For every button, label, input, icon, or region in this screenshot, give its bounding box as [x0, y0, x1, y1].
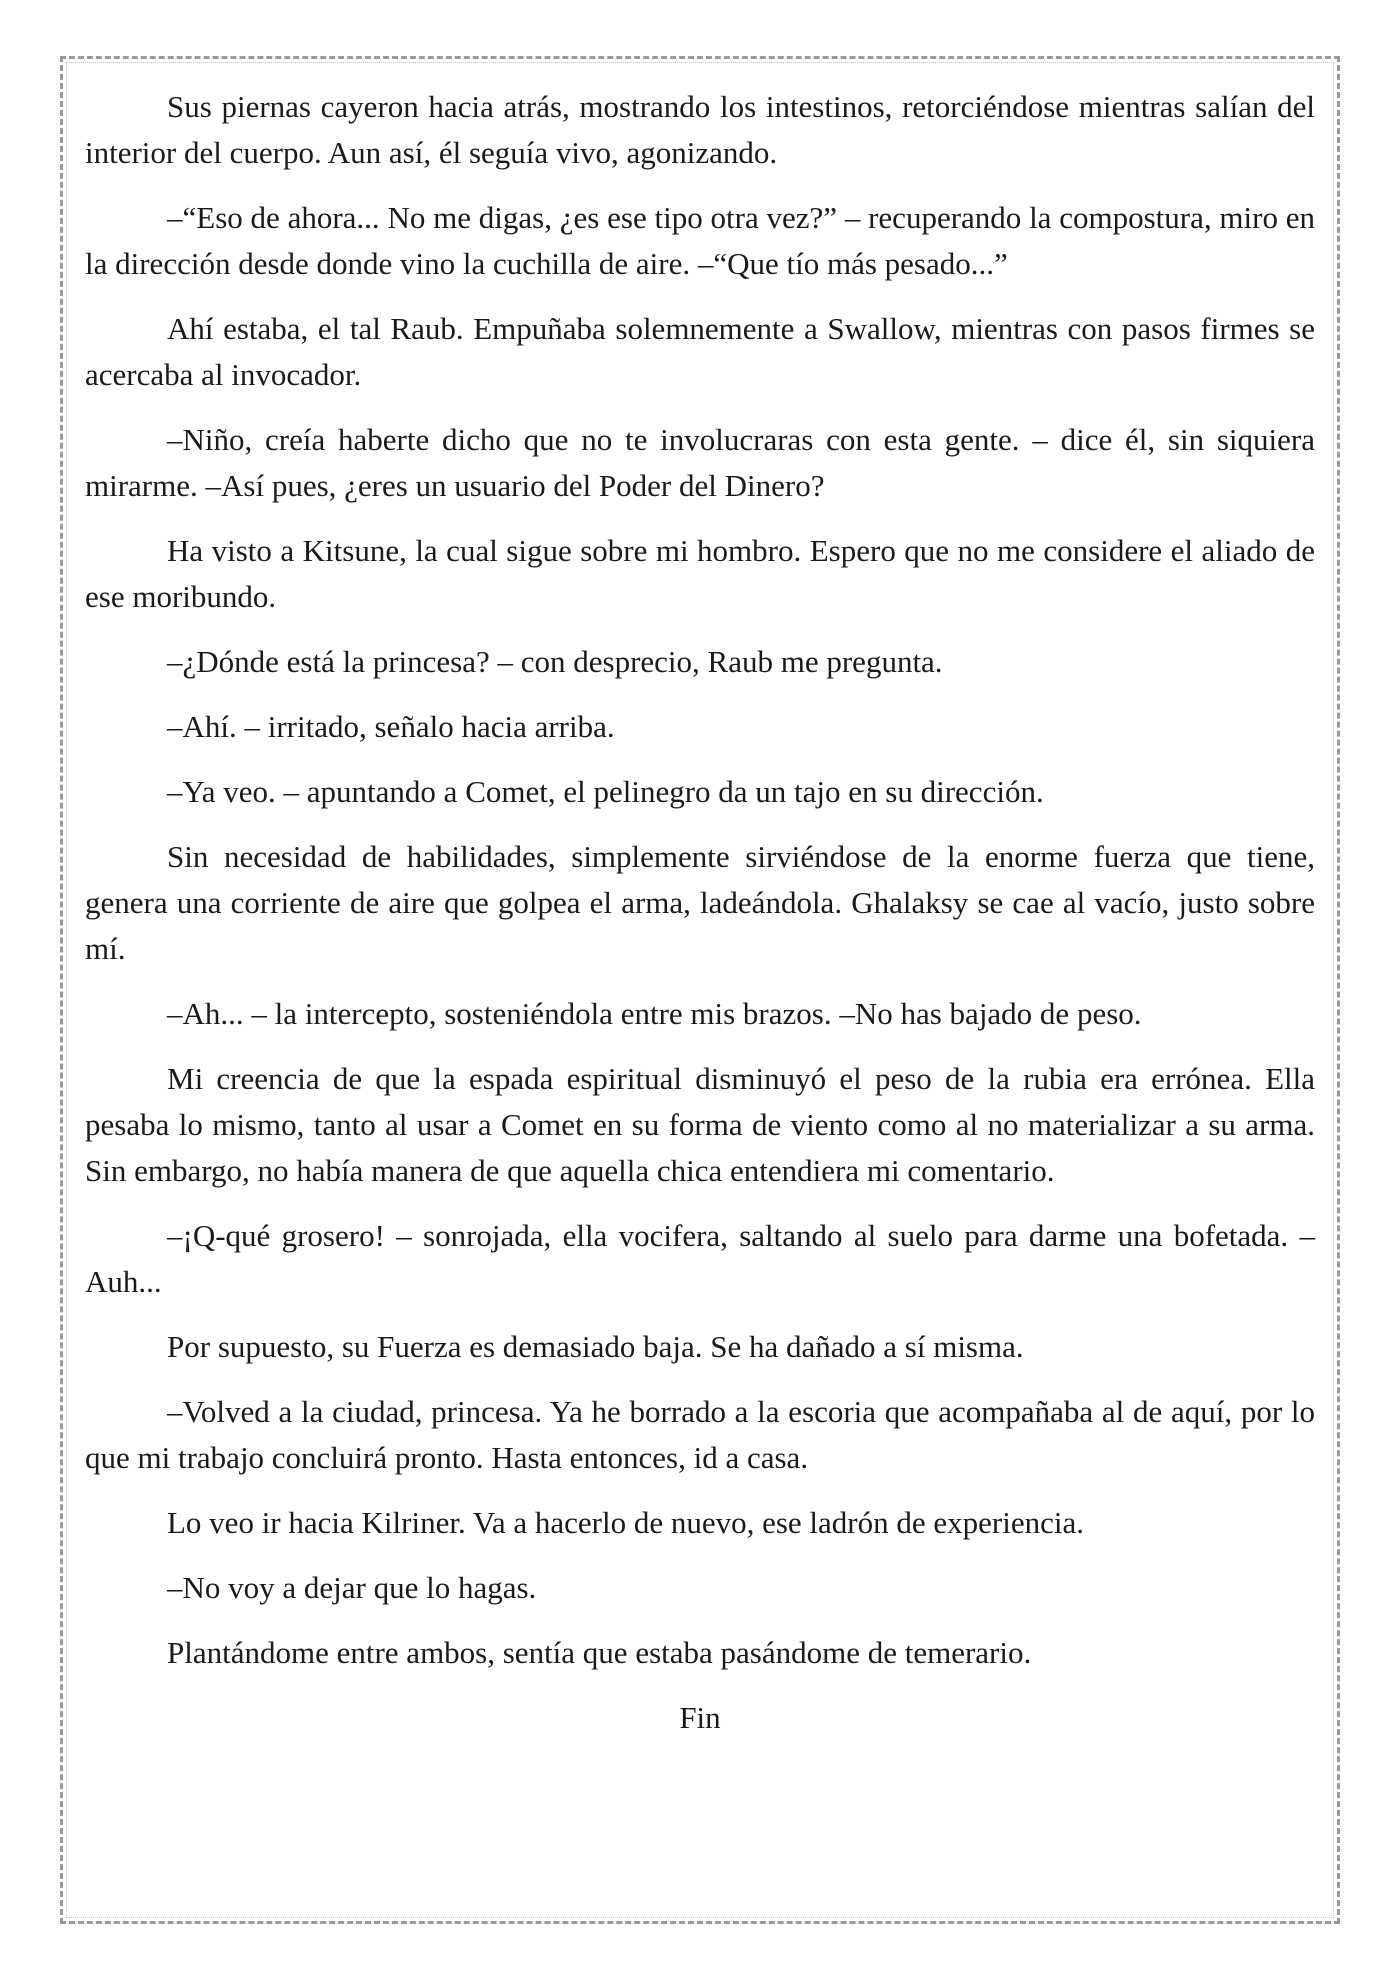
paragraph: –“Eso de ahora... No me digas, ¿es ese tipo otra vez?” – recuperando la compostura, miro en la dirección desde donde vino la cuchilla de aire. –“Que tío más pesado...”: [85, 200, 1315, 281]
paragraph: –Niño, creía haberte dicho que no te involucraras con esta gente. – dice él, sin siquiera mirarme. –Así pues, ¿eres un usuario del Poder del Dinero?: [85, 422, 1315, 503]
paragraph: –¿Dónde está la princesa? – con desprecio, Raub me pregunta.: [167, 644, 943, 679]
paragraph: Mi creencia de que la espada espiritual disminuyó el peso de la rubia era errónea. Ella pesaba lo mismo, tanto al usar a Comet en su forma de viento como al no materializar a su arma. Sin embargo, no había manera de que aquella chica entendiera mi comentario.: [85, 1061, 1315, 1188]
paragraph: Plantándome entre ambos, sentía que estaba pasándome de temerario.: [167, 1635, 1032, 1670]
end-marker: Fin: [679, 1700, 721, 1735]
paragraph: –Ahí. – irritado, señalo hacia arriba.: [167, 709, 615, 744]
paragraph: Sus piernas cayeron hacia atrás, mostrando los intestinos, retorciéndose mientras salían del interior del cuerpo. Aun así, él seguía vivo, agonizando.: [85, 89, 1315, 170]
document-body: [85, 84, 1315, 1760]
paragraph: –¡Q-qué grosero! – sonrojada, ella vocifera, saltando al suelo para darme una bofetada. –Auh...: [85, 1218, 1315, 1299]
paragraph: Por supuesto, su Fuerza es demasiado baja. Se ha dañado a sí misma.: [167, 1329, 1024, 1364]
paragraph: –Ah... – la intercepto, sosteniéndola entre mis brazos. –No has bajado de peso.: [167, 996, 1142, 1031]
paragraph: –No voy a dejar que lo hagas.: [167, 1570, 537, 1605]
paragraph: Ahí estaba, el tal Raub. Empuñaba solemnemente a Swallow, mientras con pasos firmes se acercaba al invocador.: [85, 311, 1315, 392]
paragraph: Sin necesidad de habilidades, simplemente sirviéndose de la enorme fuerza que tiene, genera una corriente de aire que golpea el arma, ladeándola. Ghalaksy se cae al vacío, justo sobre mí.: [85, 839, 1315, 966]
paragraph: Ha visto a Kitsune, la cual sigue sobre mi hombro. Espero que no me considere el aliado de ese moribundo.: [85, 533, 1315, 614]
paragraph: –Volved a la ciudad, princesa. Ya he borrado a la escoria que acompañaba al de aquí, por lo que mi trabajo concluirá pronto. Hasta entonces, id a casa.: [85, 1394, 1315, 1475]
paragraph: –Ya veo. – apuntando a Comet, el pelinegro da un tajo en su dirección.: [167, 774, 1044, 809]
paragraph: Lo veo ir hacia Kilriner. Va a hacerlo de nuevo, ese ladrón de experiencia.: [167, 1505, 1084, 1540]
